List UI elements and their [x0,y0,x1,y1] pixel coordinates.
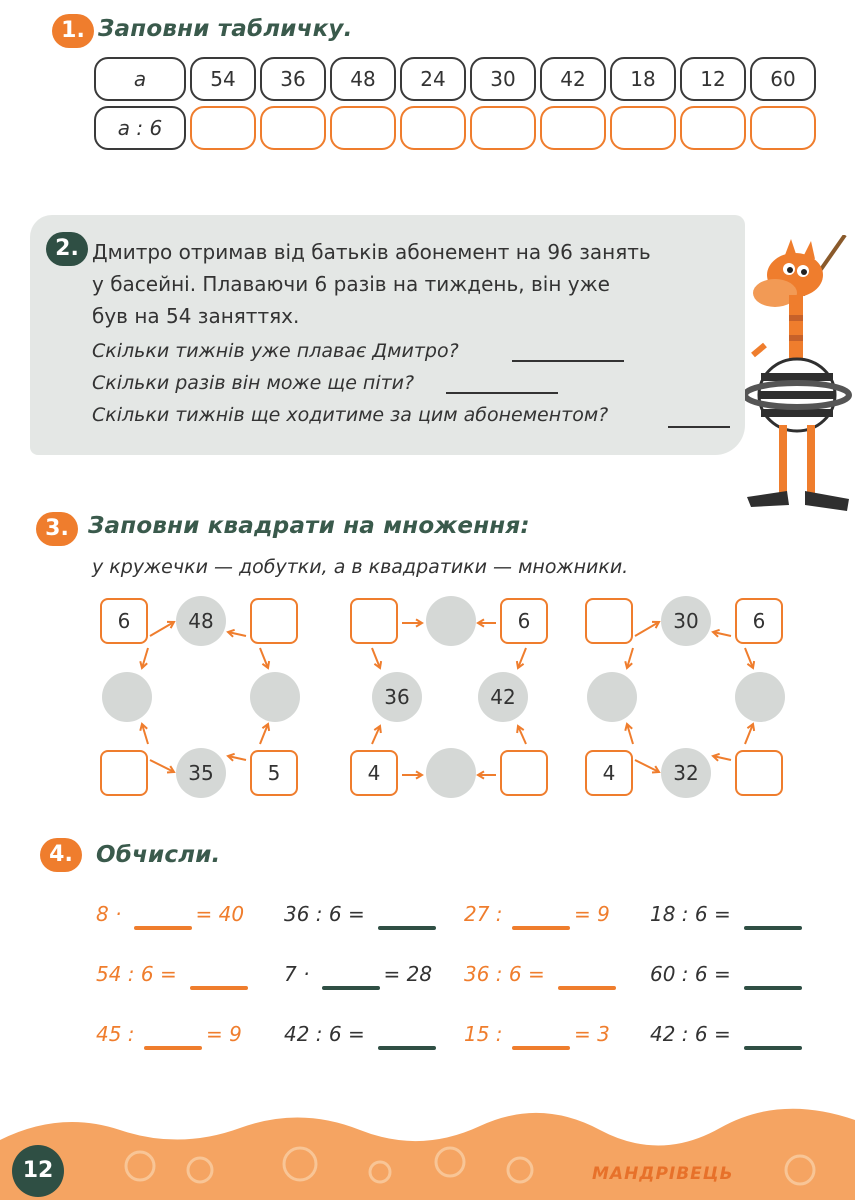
diagram-1-top-center-circle: 48 [176,596,226,646]
task2-text-line-1: Дмитро отримав від батьків абонемент на 96 занять [92,240,651,264]
task2-question-3: Скільки тижнів ще ходитиме за цим абонементом? [92,404,609,426]
diagram-arrow [635,622,659,636]
task2-text-line-3: був на 54 заняттях. [92,304,300,328]
exercise-expression: 27 : [464,902,503,926]
exercise-answer-blank[interactable] [744,926,802,930]
diagram-1-middle-left-circle[interactable] [102,672,152,722]
task4-number-badge: 4. [40,838,82,872]
diagram-1-top-left-square: 6 [100,598,148,644]
diagram-3-middle-right-circle[interactable] [735,672,785,722]
exercise-expression: 54 : 6 = [96,962,177,986]
table-value-cell: 24 [400,57,466,101]
diagram-2-top-left-square[interactable] [350,598,398,644]
diagram-2-top-right-square: 6 [500,598,548,644]
diagram-3-top-right-square: 6 [735,598,783,644]
table-value-cell: 48 [330,57,396,101]
exercise-expression: 36 : 6 = [464,962,545,986]
task1-title: Заповни табличку. [98,16,353,42]
exercise-expression: 15 : [464,1022,503,1046]
footer-wave-band [0,1100,855,1200]
table-answer-cell[interactable] [610,106,676,150]
diagram-2-middle-right-circle: 42 [478,672,528,722]
brand-logo: МАНДРІВЕЦЬ [592,1164,734,1184]
exercise-answer-blank[interactable] [558,986,616,990]
exercise-expression: 45 : [96,1022,135,1046]
table-value-cell: 54 [190,57,256,101]
diagram-3-top-left-square[interactable] [585,598,633,644]
task3-subtitle: у кружечки — добутки, а в квадратики — множники. [92,556,629,578]
diagram-3-bottom-left-square: 4 [585,750,633,796]
page-number: 12 [22,1158,54,1183]
task3-number-badge: 3. [36,512,78,546]
exercise-answer-blank[interactable] [744,986,802,990]
task2-question-1: Скільки тижнів уже плаває Дмитро? [92,340,459,362]
table-answer-cell[interactable] [330,106,396,150]
diagram-2-top-center-circle[interactable] [426,596,476,646]
diagram-arrow [150,622,174,636]
exercise-expression: 18 : 6 = [650,902,731,926]
table-value-cell: 12 [680,57,746,101]
task4-title: Обчисли. [96,842,221,868]
table-answer-cell[interactable] [260,106,326,150]
table-value-cell: 60 [750,57,816,101]
diagram-1-top-right-square[interactable] [250,598,298,644]
exercise-result: = 9 [574,902,610,926]
table-value-cell: 18 [610,57,676,101]
giraffe-illustration [745,235,855,515]
exercise-expression: 36 : 6 = [284,902,365,926]
exercise-expression: 8 · [96,902,122,926]
exercise-answer-blank[interactable] [744,1046,802,1050]
task2-answer-blank-1[interactable] [512,360,624,362]
table-value-cell: 36 [260,57,326,101]
task2-number-badge: 2. [46,232,88,266]
diagram-3-bottom-right-square[interactable] [735,750,783,796]
diagram-3-top-center-circle: 30 [661,596,711,646]
exercise-expression: 42 : 6 = [650,1022,731,1046]
task2-text-line-2: у басейні. Плаваючи 6 разів на тиждень, він уже [92,272,610,296]
diagram-1-middle-right-circle[interactable] [250,672,300,722]
giraffe-icon [745,235,849,511]
table-answer-cell[interactable] [540,106,606,150]
diagram-1-bottom-center-circle: 35 [176,748,226,798]
exercise-answer-blank[interactable] [378,1046,436,1050]
exercise-answer-blank[interactable] [134,926,192,930]
diagram-1-bottom-right-square: 5 [250,750,298,796]
table-value-cell: 30 [470,57,536,101]
exercise-answer-blank[interactable] [378,926,436,930]
table-answer-cell[interactable] [400,106,466,150]
table-answer-cell[interactable] [470,106,536,150]
exercise-answer-blank[interactable] [512,926,570,930]
exercise-answer-blank[interactable] [512,1046,570,1050]
exercise-result: = 9 [206,1022,242,1046]
table-answer-cell[interactable] [190,106,256,150]
diagram-2-middle-left-circle: 36 [372,672,422,722]
exercise-expression: 60 : 6 = [650,962,731,986]
table-value-cell: 42 [540,57,606,101]
diagram-2-bottom-left-square: 4 [350,750,398,796]
row-label-a: a [94,57,186,101]
task3-title: Заповни квадрати на множення: [88,513,530,539]
task2-answer-blank-2[interactable] [446,392,558,394]
diagram-1-bottom-left-square[interactable] [100,750,148,796]
exercise-result: = 3 [574,1022,610,1046]
row-label-a-div-6: a : 6 [94,106,186,150]
table-answer-cell[interactable] [680,106,746,150]
exercise-expression: 42 : 6 = [284,1022,365,1046]
exercise-answer-blank[interactable] [190,986,248,990]
exercise-expression: 7 · [284,962,310,986]
task2-question-2: Скільки разів він може ще піти? [92,372,415,394]
table-answer-cell[interactable] [750,106,816,150]
diagram-2-bottom-right-square[interactable] [500,750,548,796]
exercise-result: = 40 [195,902,245,926]
exercise-result: = 28 [383,962,433,986]
diagram-2-bottom-center-circle[interactable] [426,748,476,798]
diagram-3-bottom-center-circle: 32 [661,748,711,798]
task2-answer-blank-3[interactable] [668,426,730,428]
exercise-answer-blank[interactable] [144,1046,202,1050]
diagram-3-middle-left-circle[interactable] [587,672,637,722]
exercise-answer-blank[interactable] [322,986,380,990]
task1-number-badge: 1. [52,14,94,48]
